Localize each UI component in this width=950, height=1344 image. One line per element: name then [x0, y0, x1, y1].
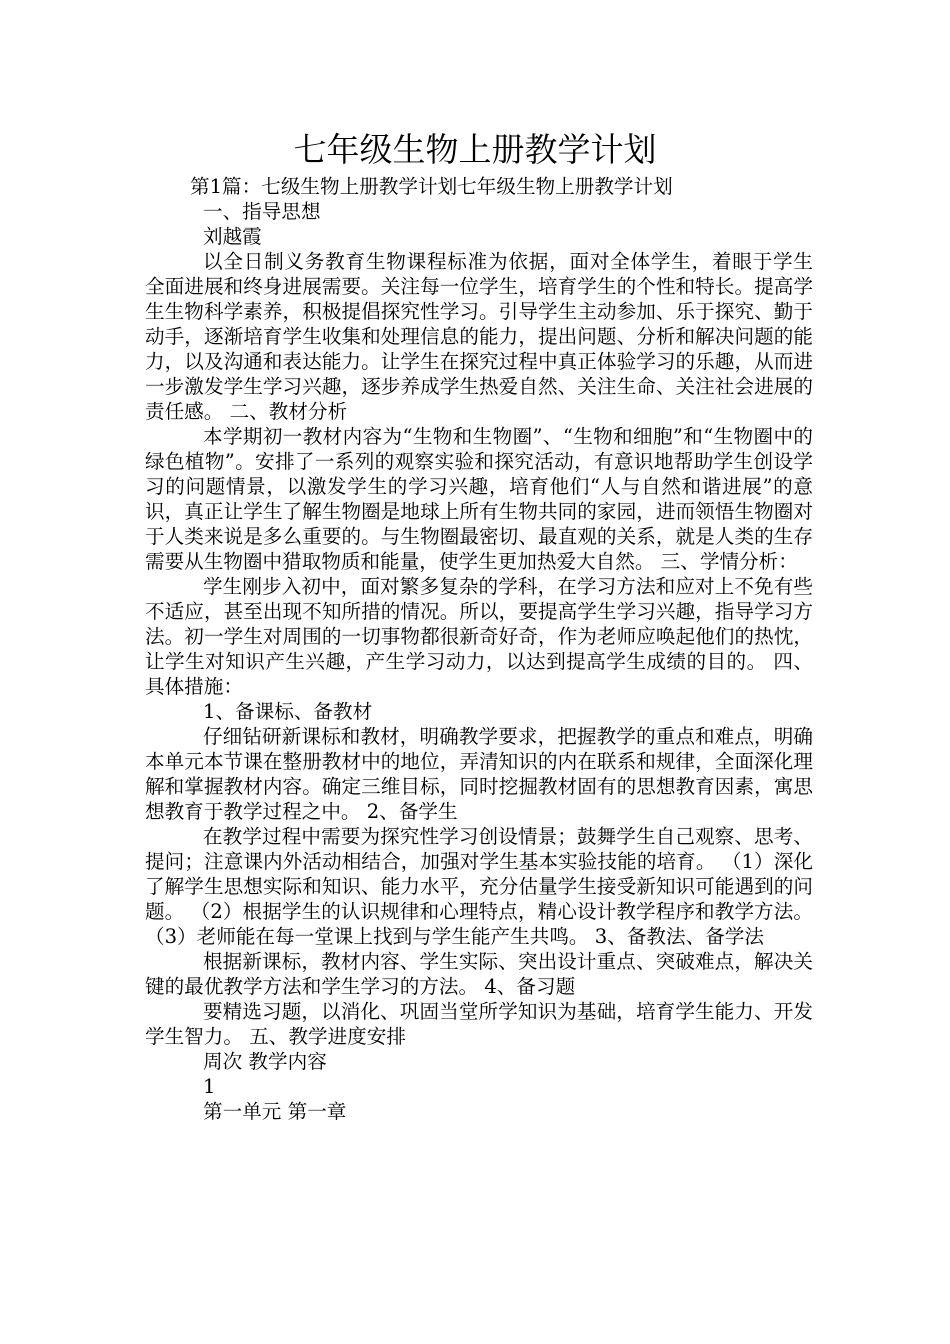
paragraph-prepare-curriculum: 仔细钻研新课标和教材，明确教学要求，把握教学的重点和难点，明确本单元本节课在整册教材中的地位，弄清知识的内在联系和规律，全面深化理解和掌握教材内容。确定三维目标，同时挖掘教材固有的思想教育因素，寓思想教育于教学过程之中。 2、备学生 — [145, 725, 813, 823]
paragraph-textbook-analysis: 本学期初一教材内容为“生物和生物圈”、“生物和细胞”和“生物圈中的绿色植物”。安排了一系列的观察实验和探究活动，有意识地帮助学生创设学习的问题情景，以激发学生的学习兴趣，培育他们“人与自然和谐进展”的意识，真正让学生了解生物圈是地球上所有生物共同的家园，进而领悟生物圈对于人类来说是多么重要的。与生物圈最密切、最直观的关系，就是人类的生存需要从生物圈中猎取物质和能量，使学生更加热爱大自然。 三、学情分析： — [145, 425, 813, 573]
schedule-header: 周次 教学内容 — [203, 1050, 327, 1073]
schedule-week-number: 1 — [203, 1075, 216, 1098]
paragraph-student-analysis: 学生刚步入初中，面对繁多复杂的学科，在学习方法和应对上不免有些不适应，甚至出现不知所措的情况。所以，要提高学生学习兴趣，指导学习方法。初一学生对周围的一切事物都很新奇好奇，作为老师应唤起他们的热忱，让学生对知识产生兴趣，产生学习动力，以达到提高学生成绩的目的。 四、具体措施： — [145, 575, 813, 698]
paragraph-guiding-ideology: 以全日制义务教育生物课程标准为依据，面对全体学生，着眼于学生 全面进展和终身进展需要。关注每一位学生，培育学生的个性和特长。提高学生生物科学素养，积极提倡探究性学习。引导学生主动参加、乐于探究、勤于动手，逐渐培育学生收集和处理信息的能力，提出问题、分析和解决问题的能力，以及沟通和表达能力。让学生在探究过程中真正体验学习的乐趣，从而进一步激发学生学习兴趣，逐步养成学生热爱自然、关注生命、关注社会进展的责任感。 二、教材分析 — [145, 250, 813, 423]
heading-prepare-curriculum: 1、备课标、备教材 — [203, 700, 373, 723]
author-name: 刘越霞 — [203, 225, 262, 248]
paragraph-prepare-methods: 根据新课标，教材内容、学生实际、突出设计重点、突破难点，解决关键的最优教学方法和学生学习的方法。 4、备习题 — [145, 950, 813, 998]
paragraph-prepare-exercises: 要精选习题，以消化、巩固当堂所学知识为基础，培育学生能力、开发学生智力。 五、教学进度安排 — [145, 1000, 813, 1048]
heading-guiding-ideology: 一、指导思想 — [203, 200, 321, 223]
document-body — [145, 174, 813, 1124]
document-subtitle: 第1篇：七级生物上册教学计划七年级生物上册教学计划 — [190, 175, 673, 198]
schedule-unit-chapter: 第一单元 第一章 — [203, 1100, 347, 1123]
document-title: 七年级生物上册教学计划 — [293, 130, 657, 169]
paragraph-prepare-students: 在教学过程中需要为探究性学习创设情景；鼓舞学生自己观察、思考、提问；注意课内外活动相结合，加强对学生基本实验技能的培育。 （1）深化了解学生思想实际和知识、能力水平，充分估量学生接受新知识可能遇到的问题。 （2）根据学生的认识规律和心理特点，精心设计教学程序和教学方法。 （3）老师能在每一堂课上找到与学生能产生共鸣。 3、备教法、备学法 — [145, 825, 813, 948]
